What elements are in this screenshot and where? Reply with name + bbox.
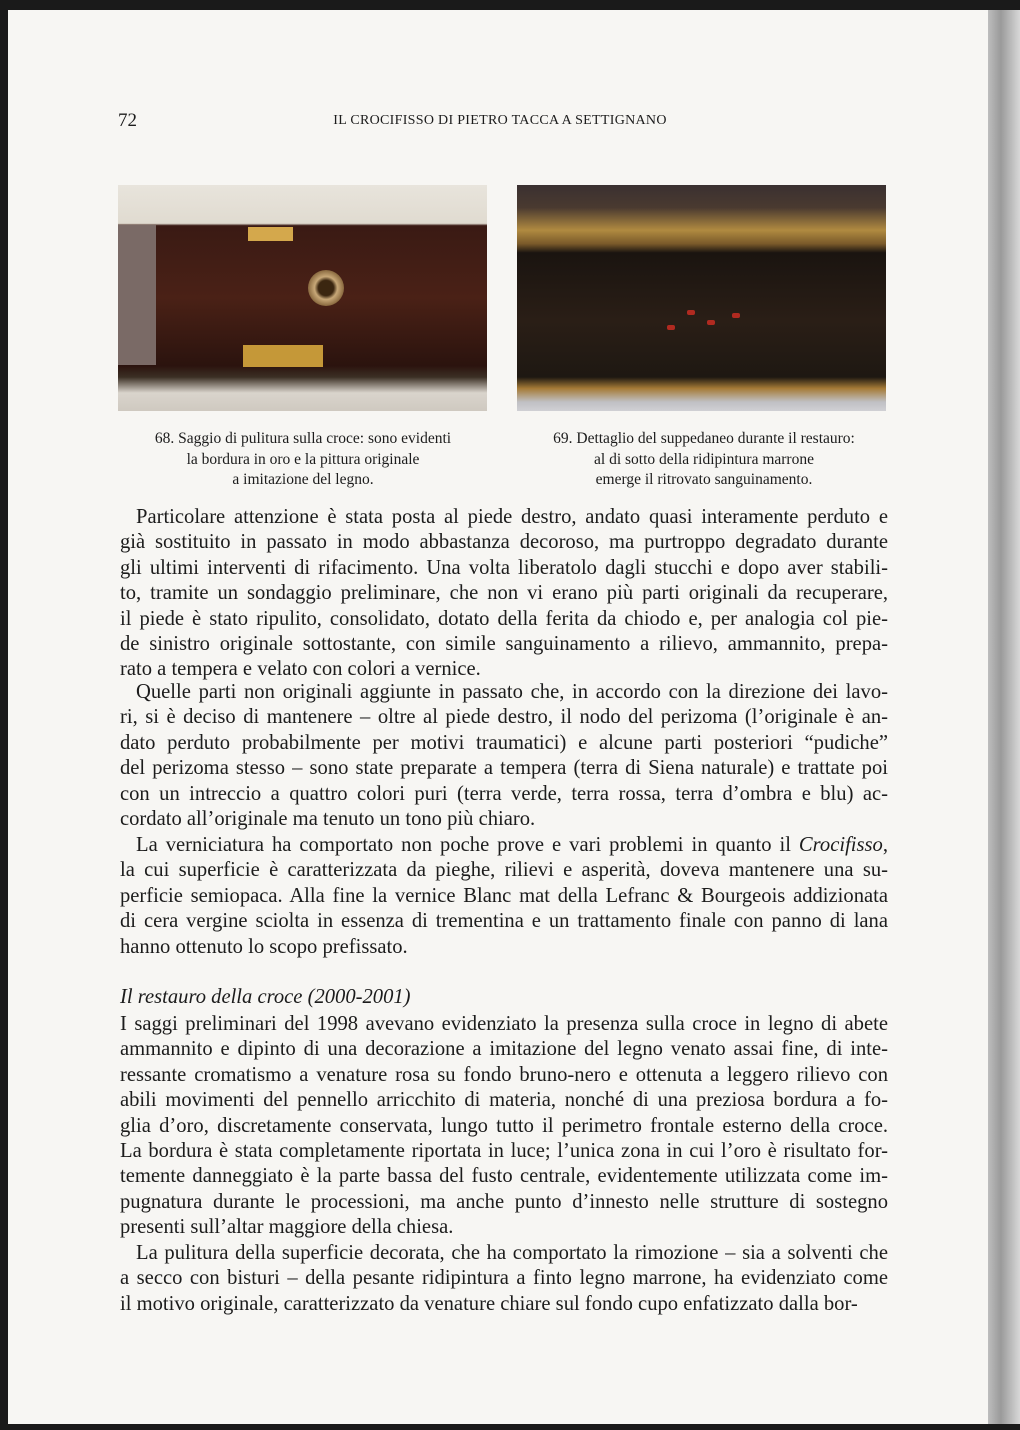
caption-line: al di sotto della ridipintura marrone — [594, 450, 814, 468]
paragraph-line: glia d’oro, discretamente conservata, lungo tutto il perimetro frontale esterno della croce. — [120, 1114, 888, 1137]
paragraph — [120, 1012, 888, 1241]
paragraph-line: perficie semiopaca. Alla fine la vernice Blanc mat della Lefranc & Bourgeois addizionata — [120, 884, 888, 907]
paragraph-line: del perizoma stesso – sono state preparate a tempera (terra di Siena naturale) e trattate poi — [120, 757, 888, 780]
paragraph-line: la cui superficie è caratterizzata da pieghe, rilievi e asperità, doveva mantenere una su- — [120, 859, 888, 882]
paragraph-line: pugnatura durante le processioni, ma anche punto d’innesto nelle strutture di sostegno — [120, 1190, 888, 1213]
paragraph-line: Particolare attenzione è stata posta al piede destro, andato quasi interamente perduto e — [136, 506, 888, 528]
paragraph-line: dato perduto probabilmente per motivi traumatici) e alcune parti posteriori “pudiche” — [120, 731, 888, 754]
text: La verniciatura ha comportato non poche prove e vari problemi in quanto il — [136, 834, 799, 856]
figure-68-photo — [118, 185, 487, 411]
paragraph-line: ammannito e dipinto di una decorazione a imitazione del legno venato assai fine, di inte- — [120, 1038, 888, 1061]
caption-line: a imitazione del legno. — [232, 471, 374, 488]
caption-line: la bordura in oro e la pittura originale — [186, 450, 420, 468]
paragraph-line: La pulitura della superficie decorata, che ha comportato la rimozione – sia a solventi che — [136, 1242, 888, 1264]
paragraph-line: abili movimenti del pennello arricchito di materia, nonché di una preziosa bordura a fo- — [120, 1089, 888, 1112]
running-title: IL CROCIFISSO DI PIETRO TACCA A SETTIGNANO — [333, 113, 667, 128]
paragraph — [120, 1241, 888, 1317]
paragraph-line: ressante cromatismo a venature rosa su fondo bruno-nero e ottenuta a leggero rilievo con — [120, 1063, 888, 1086]
paragraph-3 — [120, 833, 888, 960]
paragraph-line: gli ultimi interventi di rifacimento. Una volta liberatolo dagli stucchi e dopo aver stabili- — [120, 556, 888, 579]
paragraph-line: il motivo originale, caratterizzato da venature chiare sul fondo cupo enfatizzato dalla bor- — [120, 1292, 858, 1315]
text: , — [882, 834, 888, 856]
paragraph-line: I saggi preliminari del 1998 avevano evidenziato la presenza sulla croce in legno di abete — [120, 1013, 888, 1035]
paragraph-line — [120, 833, 888, 858]
paragraph-line: to, tramite un sondaggio preliminare, che non vi erano più parti originali da recuperare, — [120, 582, 888, 605]
paragraph-line: a secco con bisturi – della pesante ridipintura a finto legno marrone, ha evidenziato come — [120, 1267, 888, 1290]
paragraph-line: Quelle parti non originali aggiunte in passato che, in accordo con la direzione dei lavo- — [136, 681, 888, 703]
paragraph-line: temente danneggiato è la parte bassa del fusto centrale, evidentemente utilizzata come im- — [120, 1165, 888, 1188]
italic-title: Crocifisso — [798, 834, 883, 856]
paragraph-line: hanno ottenuto lo scopo prefissato. — [120, 935, 408, 958]
book-spine-edge — [988, 10, 1020, 1424]
section-heading: Il restauro della croce (2000-2001) — [120, 986, 411, 1008]
paragraph-line: di cera vergine sciolta in essenza di trementina e un trattamento finale con panno di lana — [120, 910, 888, 933]
paragraph-line: il piede è stato ripulito, consolidato, dotato della ferita da chiodo e, per analogia col pie- — [120, 607, 888, 630]
page-number: 72 — [118, 110, 137, 131]
paragraph-line: con un intreccio a quattro colori puri (terra verde, terra rossa, terra d’ombra e blu) ac- — [120, 782, 888, 805]
figure-69-caption — [514, 429, 894, 491]
figure-69-photo — [517, 185, 886, 411]
paragraph — [120, 505, 888, 683]
caption-line: 68. Saggio di pulitura sulla croce: sono evidenti — [154, 430, 452, 447]
paragraph-line: La bordura è stata completamente riportata in luce; l’unica zona in cui l’oro è risultato for- — [120, 1140, 888, 1163]
paragraph-line: presenti sull’altar maggiore della chiesa. — [120, 1216, 454, 1239]
figure-68-caption — [113, 429, 493, 491]
paragraph-line: ri, si è deciso di mantenere – oltre al piede destro, il nodo del perizoma (l’originale è an- — [120, 706, 888, 729]
caption-line: 69. Dettaglio del suppedaneo durante il restauro: — [553, 430, 855, 447]
paragraph-line: cordato all’originale ma tenuto un tono più chiaro. — [120, 808, 536, 831]
caption-line: emerge il ritrovato sanguinamento. — [595, 471, 813, 488]
paragraph-line: rato a tempera e velato con colori a vernice. — [120, 658, 481, 681]
paragraph-line: già sostituito in passato in modo abbastanza decoroso, ma purtroppo degradato durante — [120, 531, 888, 554]
paragraph-line: de sinistro originale sottostante, con simile sanguinamento a rilievo, ammannito, prepa- — [120, 633, 888, 656]
paragraph — [120, 680, 888, 832]
